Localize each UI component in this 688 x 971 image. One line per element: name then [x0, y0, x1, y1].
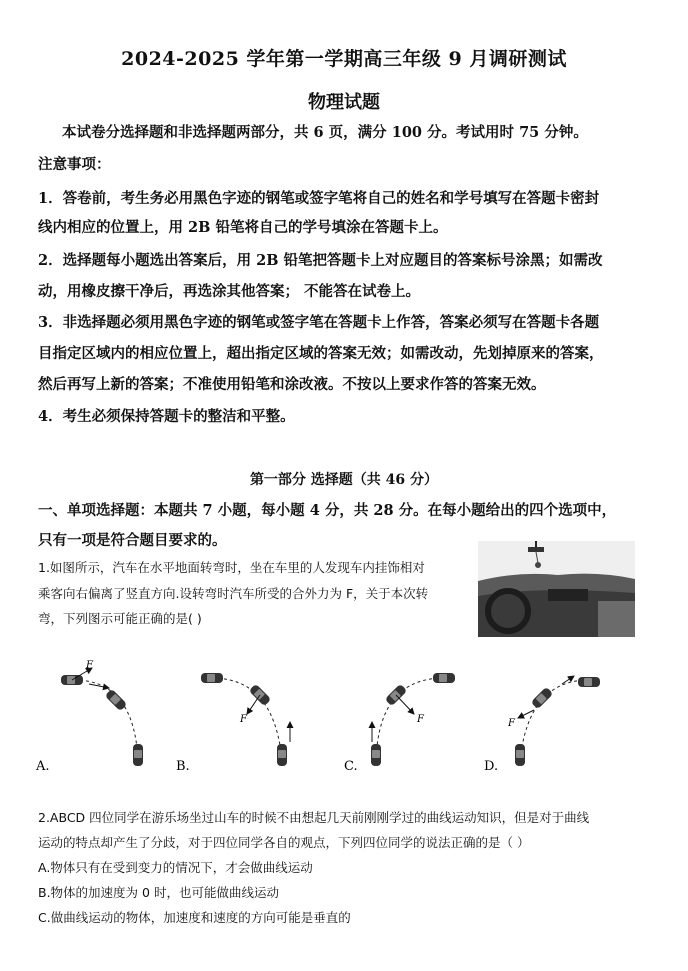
section-heading: 一、单项选择题：本题共 7 小题，每小题 4 分，共 28 分。在每小题给出的四个选项中，	[38, 502, 617, 519]
note-line: 目指定区域内的相应位置上，超出指定区域的答案无效；如需改动，先划掉原来的答案，	[38, 345, 604, 362]
car-interior-photo	[478, 541, 635, 637]
option-b-diagram[interactable]	[176, 673, 290, 774]
page-subtitle: 物理试题	[308, 92, 380, 113]
option-d-label: D.	[484, 759, 499, 774]
note-line: 线内相应的位置上，用 2B 铅笔将自己的学号填涂在答题卡上。	[38, 219, 448, 236]
option-a-diagram[interactable]	[35, 660, 143, 774]
force-label: F	[86, 660, 93, 671]
question-1-line: 弯，下列图示可能正确的是( )	[38, 611, 202, 626]
section-heading: 只有一项是符合题目要求的。	[38, 532, 227, 549]
page-title: 2024-2025 学年第一学期高三年级 9 月调研测试	[121, 48, 567, 70]
note-line: 2．选择题每小题选出答案后，用 2B 铅笔把答题卡上对应题目的答案标号涂黑；如需改	[38, 252, 603, 269]
question-2-option[interactable]: B.物体的加速度为 0 时，也可能做曲线运动	[38, 885, 279, 900]
question-1-line: 1.如图所示，汽车在水平地面转弯时，坐在车里的人发现车内挂饰相对	[38, 560, 425, 575]
force-label: F	[240, 714, 247, 725]
question-2-line: 2.ABCD 四位同学在游乐场坐过山车的时候不由想起几天前刚刚学过的曲线运动知识，但是对于曲线	[38, 810, 590, 825]
question-1-options	[34, 660, 664, 780]
option-c-diagram[interactable]	[344, 673, 455, 774]
notes-title: 注意事项：	[38, 156, 111, 173]
part-title: 第一部分 选择题（共 46 分）	[249, 472, 439, 488]
exam-intro: 本试卷分选择题和非选择题两部分，共 6 页，满分 100 分。考试用时 75 分钟。	[62, 124, 588, 141]
note-line: 3．非选择题必须用黑色字迹的钢笔或签字笔在答题卡上作答，答案必须写在答题卡各题	[38, 314, 600, 331]
note-line: 然后再写上新的答案；不准使用铅笔和涂改液。不按以上要求作答的答案无效。	[38, 376, 546, 393]
option-c-label: C.	[344, 759, 358, 774]
option-d-diagram[interactable]	[484, 676, 600, 774]
option-b-label: B.	[176, 759, 190, 774]
force-label: F	[417, 714, 424, 725]
note-line: 4．考生必须保持答题卡的整洁和平整。	[38, 408, 295, 425]
force-label: F	[508, 718, 515, 729]
option-a-label: A.	[36, 759, 50, 774]
question-2-line: 运动的特点却产生了分歧，对于四位同学各自的观点，下列四位同学的说法正确的是（ ）	[38, 835, 530, 850]
question-1-line: 乘客向右偏离了竖直方向.设转弯时汽车所受的合外力为 F，关于本次转	[38, 586, 429, 601]
question-2-option[interactable]: C.做曲线运动的物体，加速度和速度的方向可能是垂直的	[38, 910, 351, 925]
question-2-option[interactable]: A.物体只有在受到变力的情况下，才会做曲线运动	[38, 860, 313, 875]
note-line: 1．答卷前，考生务必用黑色字迹的钢笔或签字笔将自己的姓名和学号填写在答题卡密封	[38, 190, 600, 207]
note-line: 动，用橡皮擦干净后，再选涂其他答案； 不能答在试卷上。	[38, 283, 421, 300]
